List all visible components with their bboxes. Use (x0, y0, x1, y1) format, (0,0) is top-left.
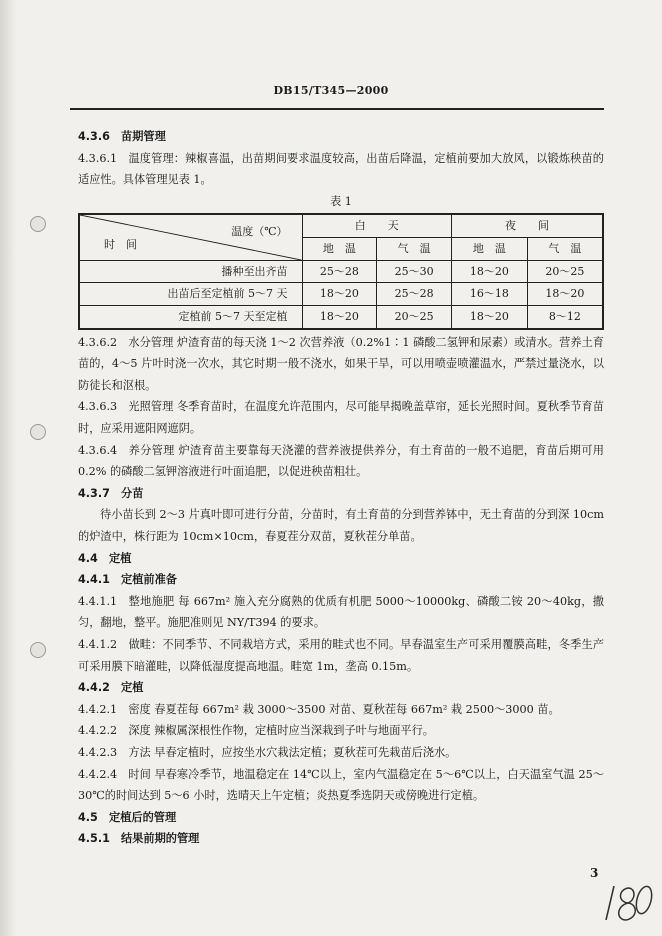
clause-text: 定植 (109, 551, 132, 565)
section-top (78, 126, 604, 191)
clause-text: 时间 早春寒冷季节，地温稳定在 14℃以上，室内气温稳定在 5～6℃以上，白天温室气温 25～30℃的时间达到 5～6 小时，选晴天上午定植；炎热夏季选阴天或傍晚进行定植。 (78, 767, 604, 803)
handwritten-page-mark (598, 876, 654, 928)
clause-text: 温度管理：辣椒喜温，出苗期间要求温度较高，出苗后降温，定植前要加大放风，以锻炼秧苗的适应性。具体管理见表 1。 (78, 151, 604, 187)
clause-text: 待小苗长到 2～3 片真叶即可进行分苗，分苗时，有土育苗的分到营养钵中，无土育苗的分到深 10cm 的炉渣中，株行距为 10cm×10cm，春夏茬分双苗，夏秋茬分单苗。 (78, 508, 604, 543)
paragraph (78, 764, 604, 807)
paragraph (78, 591, 604, 634)
clause-number: 4.3.7 (78, 486, 110, 500)
section-heading (78, 126, 604, 148)
clause-number: 4.4.2.2 (78, 724, 118, 738)
section-heading (78, 569, 604, 591)
section-heading (78, 483, 604, 505)
clause-number: 4.5.1 (78, 832, 110, 846)
table-cell: 18～20 (302, 283, 377, 306)
paragraph (78, 720, 604, 742)
diag-header-time: 时 间 (104, 238, 137, 252)
table-cell: 25～28 (377, 283, 452, 306)
paragraph (78, 742, 604, 764)
table-cell: 18～20 (302, 306, 377, 329)
section-body (78, 332, 604, 850)
clause-number: 4.5 (78, 810, 98, 824)
subheader-night-air: 气 温 (527, 238, 603, 261)
table-cell: 8～12 (527, 306, 603, 329)
paragraph (78, 148, 604, 191)
document-body (78, 126, 604, 850)
clause-text: 深度 辣椒属深根性作物，定植时应当深栽到子叶与地面平行。 (128, 724, 434, 738)
clause-text: 分苗 (121, 486, 144, 500)
header-rule (70, 108, 604, 110)
subheader-night-soil: 地 温 (451, 238, 527, 261)
table-row (79, 283, 603, 306)
group-header-night: 夜 间 (451, 214, 603, 238)
page-number: 3 (590, 866, 599, 880)
section-heading (78, 677, 604, 699)
temperature-table (78, 213, 604, 330)
table-cell: 20～25 (377, 306, 452, 329)
table-cell: 18～20 (451, 306, 527, 329)
clause-number: 4.4 (78, 551, 98, 565)
clause-number: 4.3.6.3 (78, 400, 118, 414)
clause-number: 4.4.2 (78, 681, 110, 695)
table-cell: 25～28 (302, 260, 377, 283)
paragraph (78, 332, 604, 397)
clause-text: 定植 (121, 681, 144, 695)
clause-text: 整地施肥 每 667m² 施入充分腐熟的优质有机肥 5000～10000kg、磷酸二铵 20～40kg，撒匀，翻地，整平。施肥准则见 NY/T394 的要求。 (78, 594, 604, 630)
table-cell: 16～18 (451, 283, 527, 306)
binding-hole (30, 642, 46, 658)
clause-text: 水分管理 炉渣育苗的每天浇 1～2 次营养液（0.2%1∶1 磷酸二氢钾和尿素）或清水。营养土育苗的，4～5 片叶时浇一次水，其它时期一般不浇水，如果干旱，可以用喷壶喷灌温水，严禁过量浇水，以防徒长和沤根。 (78, 335, 604, 392)
page-edge-shadow (0, 0, 16, 936)
clause-number: 4.4.2.1 (78, 702, 118, 716)
clause-number: 4.3.6.2 (78, 335, 118, 349)
clause-text: 密度 春夏茬每 667m² 栽 3000～3500 对苗、夏秋茬每 667m² 栽 2500～3000 苗。 (128, 702, 560, 716)
table-cell: 18～20 (451, 260, 527, 283)
clause-text: 养分管理 炉渣育苗主要靠每天浇灌的营养液提供养分，有土育苗的一般不追肥，育苗后期可用 0.2% 的磷酸二氢钾溶液进行叶面追肥，以促进秧苗粗壮。 (78, 443, 604, 479)
clause-text: 光照管理 冬季育苗时，在温度允许范围内，尽可能早揭晚盖草帘，延长光照时间。夏秋季节育苗时，应采用遮阳网遮阴。 (78, 400, 604, 436)
clause-text: 定植后的管理 (109, 810, 177, 824)
row-label: 定植前 5～7 天至定植 (79, 306, 302, 329)
section-heading (78, 828, 604, 850)
table-cell: 25～30 (377, 260, 452, 283)
clause-text: 方法 早春定植时，应按坐水穴栽法定植；夏秋茬可先栽苗后浇水。 (128, 745, 457, 759)
group-header-day: 白 天 (302, 214, 451, 238)
table-cell: 20～25 (527, 260, 603, 283)
clause-number: 4.4.2.3 (78, 745, 118, 759)
subheader-day-air: 气 温 (377, 238, 452, 261)
clause-number: 4.4.1 (78, 573, 110, 587)
paragraph (78, 440, 604, 483)
row-label: 播种至出齐苗 (79, 260, 302, 283)
diag-header-temperature: 温度（℃） (231, 224, 288, 238)
clause-number: 4.3.6 (78, 130, 110, 143)
subheader-day-soil: 地 温 (302, 238, 377, 261)
binding-hole (30, 216, 46, 232)
section-heading (78, 807, 604, 829)
binding-hole (30, 424, 46, 440)
paragraph (78, 504, 604, 547)
clause-text: 定植前准备 (121, 573, 177, 587)
table-row (79, 306, 603, 329)
table-row (79, 260, 603, 283)
paragraph (78, 699, 604, 721)
table-title: 表 1 (330, 194, 352, 208)
table-diagonal-header (79, 214, 302, 261)
paragraph (78, 396, 604, 439)
clause-number: 4.4.1.1 (78, 594, 118, 608)
standard-code: DB15/T345—2000 (273, 84, 389, 97)
clause-number: 4.3.6.4 (78, 443, 118, 457)
clause-number: 4.3.6.1 (78, 151, 118, 165)
clause-number: 4.4.2.4 (78, 767, 118, 781)
section-heading (78, 548, 604, 570)
table-cell: 18～20 (527, 283, 603, 306)
row-label: 出苗后至定植前 5～7 天 (79, 283, 302, 306)
clause-text: 结果前期的管理 (121, 832, 200, 846)
clause-text: 苗期管理 (121, 130, 166, 143)
clause-text: 做畦：不同季节、不同栽培方式，采用的畦式也不同。早春温室生产可采用覆膜高畦，冬季生产可采用膜下暗灌畦，以降低湿度提高地温。畦宽 1m，垄高 0.15m。 (78, 637, 604, 673)
paragraph (78, 634, 604, 677)
clause-number: 4.4.1.2 (78, 637, 118, 651)
